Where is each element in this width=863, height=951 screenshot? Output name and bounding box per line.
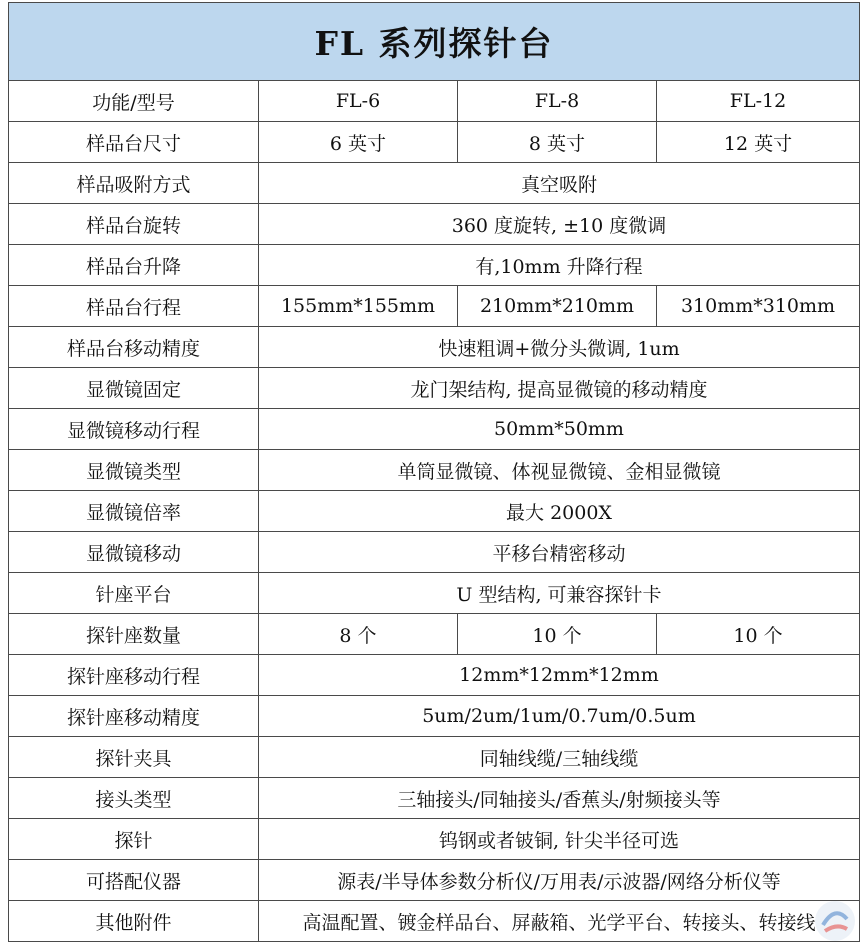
row-label: 探针夹具 xyxy=(9,737,259,778)
table-row xyxy=(9,491,860,532)
table-row xyxy=(9,778,860,819)
row-value: 平移台精密移动 xyxy=(259,532,860,573)
table-row xyxy=(9,696,860,737)
table-row xyxy=(9,327,860,368)
table-row xyxy=(9,81,860,122)
row-value: 真空吸附 xyxy=(259,163,860,204)
row-value: 同轴线缆/三轴线缆 xyxy=(259,737,860,778)
row-value: 10 个 xyxy=(657,614,860,655)
row-label: 接头类型 xyxy=(9,778,259,819)
table-row xyxy=(9,655,860,696)
row-value: 210mm*210mm xyxy=(458,286,657,327)
row-value: 50mm*50mm xyxy=(259,409,860,450)
row-value: FL-12 xyxy=(657,81,860,122)
table-row xyxy=(9,245,860,286)
row-value: 10 个 xyxy=(458,614,657,655)
row-label: 探针座移动行程 xyxy=(9,655,259,696)
table-row xyxy=(9,368,860,409)
row-label: 样品台移动精度 xyxy=(9,327,259,368)
row-value: 源表/半导体参数分析仪/万用表/示波器/网络分析仪等 xyxy=(259,860,860,901)
table-row xyxy=(9,450,860,491)
row-value: 单筒显微镜、体视显微镜、金相显微镜 xyxy=(259,450,860,491)
row-value: 155mm*155mm xyxy=(259,286,458,327)
row-value: 高温配置、镀金样品台、屏蔽箱、光学平台、转接头、转接线 xyxy=(259,901,860,942)
row-label: 探针 xyxy=(9,819,259,860)
row-value: FL-8 xyxy=(458,81,657,122)
row-value: 8 个 xyxy=(259,614,458,655)
row-label: 样品台尺寸 xyxy=(9,122,259,163)
row-value: 快速粗调+微分头微调, 1um xyxy=(259,327,860,368)
row-value: 有,10mm 升降行程 xyxy=(259,245,860,286)
table-row xyxy=(9,614,860,655)
table-row xyxy=(9,573,860,614)
table-row xyxy=(9,860,860,901)
row-label: 显微镜倍率 xyxy=(9,491,259,532)
spec-table xyxy=(8,2,860,942)
row-value: 12 英寸 xyxy=(657,122,860,163)
table-row xyxy=(9,409,860,450)
row-value: 360 度旋转, ±10 度微调 xyxy=(259,204,860,245)
row-label: 探针座数量 xyxy=(9,614,259,655)
row-label: 其他附件 xyxy=(9,901,259,942)
row-label: 显微镜类型 xyxy=(9,450,259,491)
row-label: 显微镜固定 xyxy=(9,368,259,409)
table-row xyxy=(9,819,860,860)
title-row xyxy=(9,3,860,81)
row-label: 探针座移动精度 xyxy=(9,696,259,737)
row-value: 12mm*12mm*12mm xyxy=(259,655,860,696)
row-value: U 型结构, 可兼容探针卡 xyxy=(259,573,860,614)
table-row xyxy=(9,532,860,573)
table-row xyxy=(9,901,860,942)
row-label: 功能/型号 xyxy=(9,81,259,122)
row-value: 6 英寸 xyxy=(259,122,458,163)
row-value: 8 英寸 xyxy=(458,122,657,163)
logo-watermark-icon xyxy=(813,899,857,943)
row-label: 样品台旋转 xyxy=(9,204,259,245)
row-label: 样品台升降 xyxy=(9,245,259,286)
table-row xyxy=(9,163,860,204)
row-value: 龙门架结构, 提高显微镜的移动精度 xyxy=(259,368,860,409)
row-label: 可搭配仪器 xyxy=(9,860,259,901)
row-label: 样品吸附方式 xyxy=(9,163,259,204)
table-row xyxy=(9,122,860,163)
row-label: 显微镜移动 xyxy=(9,532,259,573)
row-value: FL-6 xyxy=(259,81,458,122)
row-label: 样品台行程 xyxy=(9,286,259,327)
row-value: 钨钢或者铍铜, 针尖半径可选 xyxy=(259,819,860,860)
row-value: 三轴接头/同轴接头/香蕉头/射频接头等 xyxy=(259,778,860,819)
row-value: 最大 2000X xyxy=(259,491,860,532)
row-value: 5um/2um/1um/0.7um/0.5um xyxy=(259,696,860,737)
table-row xyxy=(9,204,860,245)
spec-rows xyxy=(9,81,860,942)
table-row xyxy=(9,737,860,778)
row-label: 针座平台 xyxy=(9,573,259,614)
row-value: 310mm*310mm xyxy=(657,286,860,327)
table-row xyxy=(9,286,860,327)
table-title: FL 系列探针台 xyxy=(9,3,860,81)
row-label: 显微镜移动行程 xyxy=(9,409,259,450)
